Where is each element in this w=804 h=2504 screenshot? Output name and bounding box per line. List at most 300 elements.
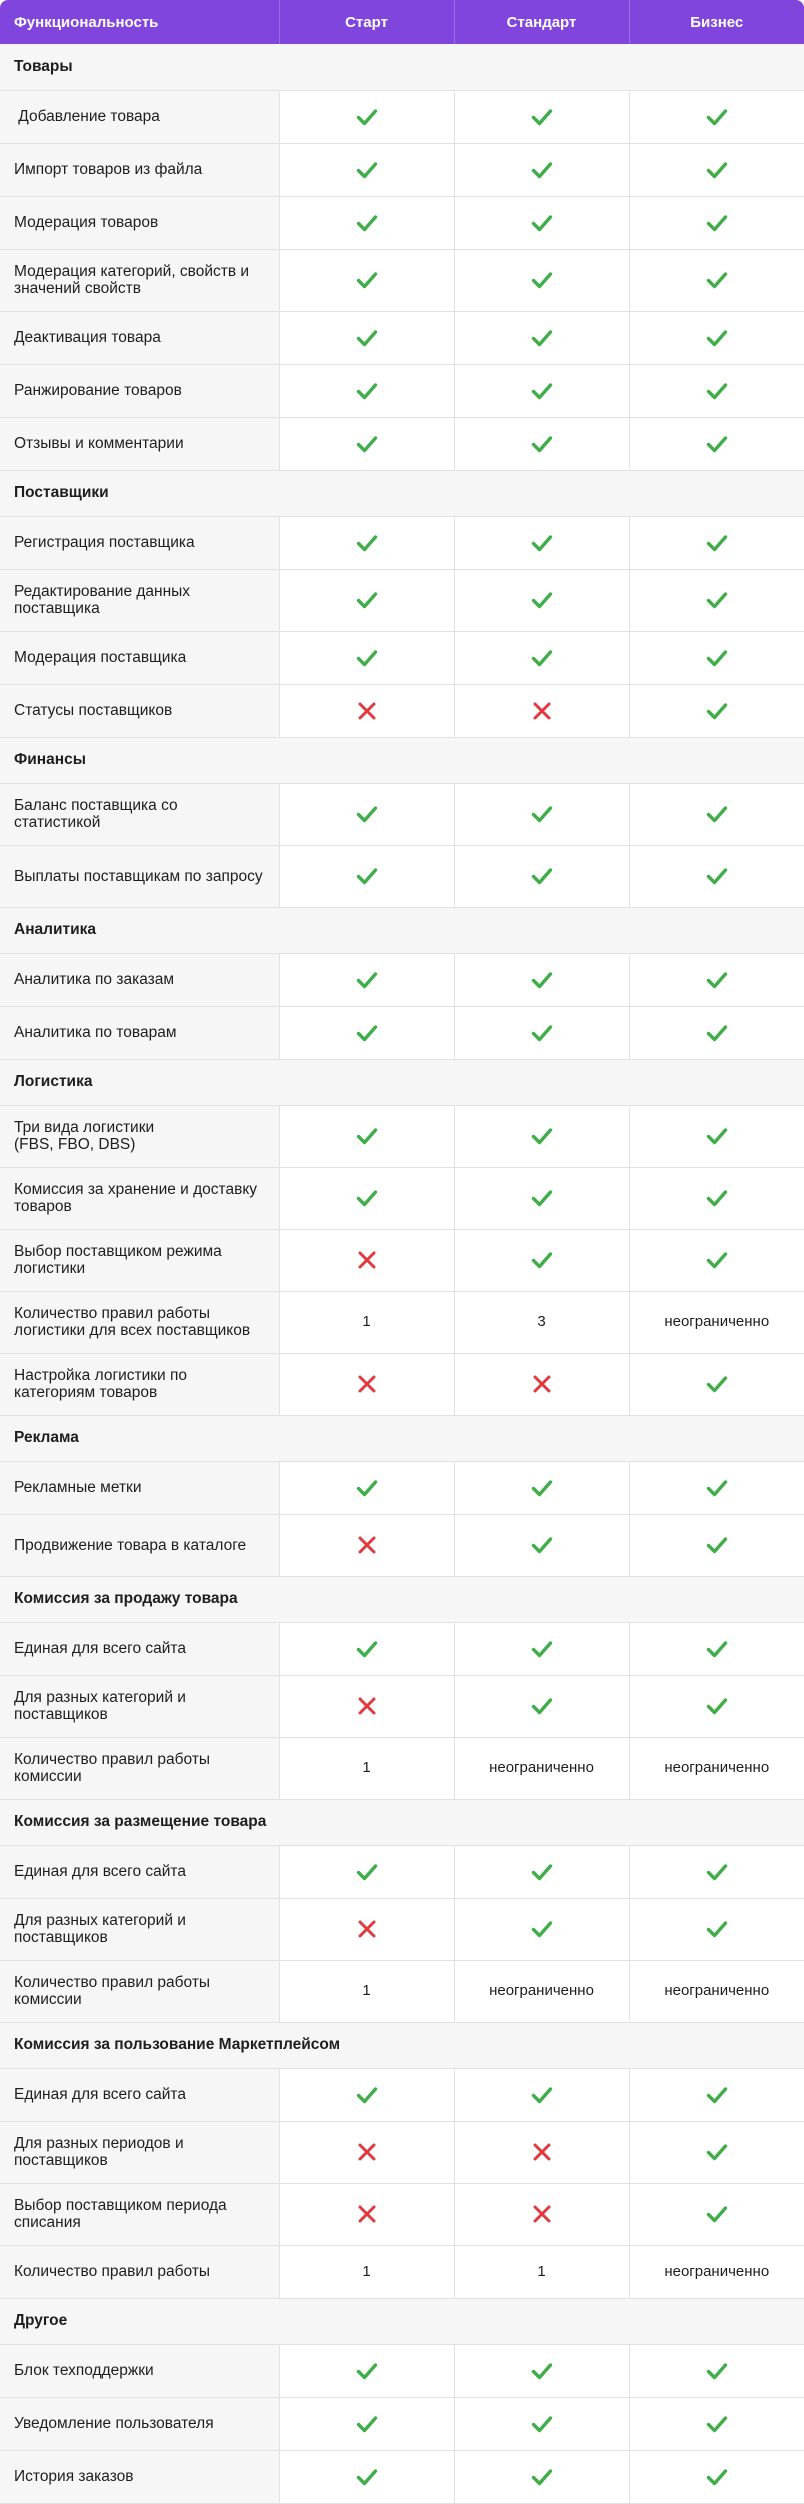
feature-label: Редактирование данных поставщика [0,569,279,631]
plan-standard-cell [454,845,629,907]
feature-label: Отзывы и комментарии [0,417,279,470]
check-icon [530,158,554,182]
section-header-row [0,44,804,90]
feature-label: Модерация поставщика [0,631,279,684]
table-row [0,1353,804,1415]
check-icon [705,105,729,129]
plan-business-cell [629,1353,804,1415]
table-row [0,196,804,249]
plan-business-cell [629,1960,804,2022]
table-row [0,1675,804,1737]
check-icon [355,588,379,612]
check-icon [530,1917,554,1941]
plan-start-cell [279,1353,454,1415]
plan-business-cell [629,1167,804,1229]
plan-start-cell [279,364,454,417]
check-icon [705,1860,729,1884]
plan-standard-cell [454,2068,629,2121]
table-row [0,1006,804,1059]
feature-label: Количество правил работы комиссии [0,1737,279,1799]
table-row [0,1622,804,1675]
table-row [0,90,804,143]
plan-standard-cell [454,631,629,684]
section-header-row [0,2298,804,2344]
check-icon [530,2359,554,2383]
plan-start-cell [279,1229,454,1291]
table-row [0,1167,804,1229]
header-plan-business: Бизнес [690,13,744,31]
table-row [0,569,804,631]
plan-business-cell [629,1675,804,1737]
plan-value: неограниченно [664,2262,770,2280]
plan-business-cell [629,783,804,845]
plan-business-cell [629,845,804,907]
check-icon [705,1124,729,1148]
plan-standard-cell [454,2397,629,2450]
plan-standard-cell [454,364,629,417]
plan-standard-cell [454,1845,629,1898]
plan-start-cell [279,1845,454,1898]
cross-icon [530,699,554,723]
check-icon [355,1637,379,1661]
plan-standard-cell [454,1105,629,1167]
plan-business-cell [629,2397,804,2450]
check-icon [355,864,379,888]
section-title: Товары [0,44,804,90]
check-icon [530,531,554,555]
check-icon [705,2083,729,2107]
plan-business-cell [629,417,804,470]
feature-label: Количество правил работы комиссии [0,1960,279,2022]
check-icon [355,326,379,350]
plan-start-cell [279,1291,454,1353]
plan-standard-cell [454,1622,629,1675]
check-icon [530,2465,554,2489]
table-row [0,1898,804,1960]
table-row [0,2121,804,2183]
plan-business-cell [629,143,804,196]
plan-standard-cell [454,196,629,249]
check-icon [355,105,379,129]
feature-label: История заказов [0,2450,279,2503]
plan-standard-cell [454,311,629,364]
check-icon [355,1021,379,1045]
check-icon [705,2412,729,2436]
cross-icon [530,2140,554,2164]
check-icon [530,646,554,670]
check-icon [530,432,554,456]
table-row [0,417,804,470]
table-row [0,2068,804,2121]
feature-label: Для разных категорий и поставщиков [0,1898,279,1960]
check-icon [705,588,729,612]
plan-standard-cell [454,1006,629,1059]
plan-start-cell [279,2183,454,2245]
plan-standard-cell [454,1960,629,2022]
plan-start-cell [279,143,454,196]
check-icon [355,968,379,992]
table-row [0,143,804,196]
plan-business-cell [629,2245,804,2298]
plan-business-cell [629,516,804,569]
feature-label: Продвижение товара в каталоге [0,1514,279,1576]
check-icon [705,1372,729,1396]
check-icon [705,802,729,826]
cross-icon [355,1248,379,1272]
feature-label: Ранжирование товаров [0,364,279,417]
plan-value: неограниченно [664,1982,770,1999]
section-title: Комиссия за размещение товара [0,1799,804,1845]
check-icon [355,2412,379,2436]
plan-standard-cell [454,1229,629,1291]
cross-icon [355,1372,379,1396]
plan-business-cell [629,1737,804,1799]
table-row [0,1105,804,1167]
check-icon [705,211,729,235]
plan-start-cell [279,1167,454,1229]
section-header-row [0,907,804,953]
section-title: Аналитика [0,907,804,953]
plan-start-cell [279,1960,454,2022]
check-icon [705,646,729,670]
check-icon [705,1917,729,1941]
check-icon [705,2359,729,2383]
feature-label: Количество правил работы [0,2245,279,2298]
plan-standard-cell [454,516,629,569]
section-header-row [0,1799,804,1845]
check-icon [530,1476,554,1500]
check-icon [705,864,729,888]
feature-label: Для разных периодов и поставщиков [0,2121,279,2183]
section-title: Комиссия за пользование Маркетплейсом [0,2022,804,2068]
check-icon [705,968,729,992]
check-icon [530,588,554,612]
table-row [0,311,804,364]
section-header-row [0,737,804,783]
plan-value: 3 [537,1313,546,1330]
check-icon [355,531,379,555]
plan-start-cell [279,90,454,143]
check-icon [705,2465,729,2489]
cross-icon [355,2140,379,2164]
feature-label: Регистрация поставщика [0,516,279,569]
check-icon [530,1248,554,1272]
cross-icon [530,1372,554,1396]
check-icon [355,802,379,826]
plan-standard-cell [454,2121,629,2183]
section-title: Финансы [0,737,804,783]
feature-label: Единая для всего сайта [0,2068,279,2121]
section-title: Другое [0,2298,804,2344]
table-row [0,2344,804,2397]
cross-icon [355,1917,379,1941]
table-row [0,249,804,311]
feature-label: Выбор поставщиком периода списания [0,2183,279,2245]
plan-standard-cell [454,684,629,737]
plan-standard-cell [454,417,629,470]
check-icon [530,379,554,403]
section-header-row [0,2022,804,2068]
plan-standard-cell [454,1737,629,1799]
table-row [0,2183,804,2245]
header-plan-standard: Стандарт [454,0,629,44]
plan-business-cell [629,2068,804,2121]
table-row [0,1845,804,1898]
check-icon [355,1186,379,1210]
feature-label: Три вида логистики (FBS, FBO, DBS) [0,1105,279,1167]
table-row [0,2245,804,2298]
plan-standard-cell [454,143,629,196]
plan-business-cell [629,2450,804,2503]
plan-standard-cell [454,1898,629,1960]
plan-business-cell [629,1514,804,1576]
plan-business-cell [629,364,804,417]
check-icon [705,1694,729,1718]
plan-value: 1 [362,1759,371,1776]
section-title: Поставщики [0,470,804,516]
table-row [0,1960,804,2022]
section-header-row [0,1415,804,1461]
check-icon [355,1860,379,1884]
plan-standard-cell [454,1291,629,1353]
plan-start-cell [279,569,454,631]
plan-value: неограниченно [664,1759,770,1776]
check-icon [530,1124,554,1148]
plan-start-cell [279,2450,454,2503]
plan-business-cell [629,953,804,1006]
check-icon [355,268,379,292]
feature-label: Единая для всего сайта [0,1845,279,1898]
feature-label: Рекламные метки [0,1461,279,1514]
plan-standard-cell [454,2183,629,2245]
plan-business-cell [629,249,804,311]
check-icon [355,2465,379,2489]
check-icon [355,1124,379,1148]
feature-label: Деактивация товара [0,311,279,364]
section-header-row [0,1576,804,1622]
plan-start-cell [279,2068,454,2121]
table-row [0,2397,804,2450]
plan-standard-cell [454,1514,629,1576]
feature-label: Аналитика по заказам [0,953,279,1006]
plan-value: 1 [362,1313,371,1330]
check-icon [530,864,554,888]
section-title: Реклама [0,1415,804,1461]
plan-start-cell [279,1675,454,1737]
plan-start-cell [279,1514,454,1576]
check-icon [355,432,379,456]
cross-icon [530,2202,554,2226]
check-icon [705,2202,729,2226]
plan-start-cell [279,1006,454,1059]
check-icon [355,211,379,235]
feature-label: Аналитика по товарам [0,1006,279,1059]
check-icon [355,2083,379,2107]
check-icon [355,158,379,182]
plan-standard-cell [454,249,629,311]
table-row [0,783,804,845]
check-icon [355,2359,379,2383]
check-icon [705,1021,729,1045]
check-icon [705,1186,729,1210]
table-row [0,845,804,907]
plan-start-cell [279,516,454,569]
plan-start-cell [279,311,454,364]
plan-business-cell [629,90,804,143]
check-icon [530,326,554,350]
header-feature: Функциональность [0,0,279,44]
plan-value: 1 [362,2262,371,2280]
plan-start-cell [279,2121,454,2183]
feature-label: Выбор поставщиком режима логистики [0,1229,279,1291]
plan-standard-cell [454,1353,629,1415]
plan-business-cell [629,1461,804,1514]
check-icon [530,802,554,826]
plan-business-cell [629,1006,804,1059]
table-row [0,1514,804,1576]
feature-label: Блок техподдержки [0,2344,279,2397]
check-icon [705,158,729,182]
table-row [0,516,804,569]
check-icon [705,268,729,292]
plan-value: 1 [537,2262,546,2280]
plan-standard-cell [454,953,629,1006]
plan-value: 1 [362,1982,371,1999]
check-icon [705,326,729,350]
plan-standard-cell [454,90,629,143]
feature-label: Баланс поставщика со статистикой [0,783,279,845]
table-row [0,684,804,737]
plan-business-cell [629,569,804,631]
table-row [0,1737,804,1799]
plan-business-cell [629,1291,804,1353]
check-icon [530,1860,554,1884]
section-header-row [0,470,804,516]
plan-business-cell [629,2183,804,2245]
feature-label: Количество правил работы логистики для всех поставщиков [0,1291,279,1353]
plan-value: неограниченно [664,1313,770,1330]
plan-business-cell [629,1229,804,1291]
plan-start-cell [279,2344,454,2397]
check-icon [530,268,554,292]
check-icon [705,699,729,723]
feature-label: Выплаты поставщикам по запросу [0,845,279,907]
plan-start-cell [279,1898,454,1960]
check-icon [705,2140,729,2164]
plan-start-cell [279,1461,454,1514]
section-header-row [0,1059,804,1105]
section-title: Комиссия за продажу товара [0,1576,804,1622]
table-row [0,953,804,1006]
plan-business-cell [629,311,804,364]
plan-standard-cell [454,1167,629,1229]
table-row [0,2450,804,2503]
table-body [0,44,804,2503]
plan-value: неограниченно [489,1759,594,1776]
check-icon [530,1637,554,1661]
plan-start-cell [279,1105,454,1167]
plan-business-cell [629,1105,804,1167]
check-icon [705,432,729,456]
plan-start-cell [279,2245,454,2298]
check-icon [705,1533,729,1557]
plan-start-cell [279,783,454,845]
plan-standard-cell [454,2344,629,2397]
table-row [0,1291,804,1353]
check-icon [530,1694,554,1718]
feature-label: Модерация товаров [0,196,279,249]
check-icon [530,105,554,129]
check-icon [705,1637,729,1661]
plan-start-cell [279,684,454,737]
plan-standard-cell [454,783,629,845]
plan-start-cell [279,953,454,1006]
cross-icon [355,1533,379,1557]
feature-label: Импорт товаров из файла [0,143,279,196]
check-icon [530,968,554,992]
plan-business-cell [629,631,804,684]
table-header-row [0,0,804,44]
plan-business-cell [629,2121,804,2183]
table-row [0,1461,804,1514]
cross-icon [355,1694,379,1718]
plan-business-cell [629,1845,804,1898]
section-title: Логистика [0,1059,804,1105]
check-icon [355,379,379,403]
feature-label: Добавление товара [0,90,279,143]
plan-standard-cell [454,2245,629,2298]
check-icon [530,1021,554,1045]
plan-start-cell [279,2397,454,2450]
table-row [0,631,804,684]
plan-start-cell [279,249,454,311]
check-icon [530,1533,554,1557]
plan-start-cell [279,196,454,249]
table-row [0,364,804,417]
check-icon [530,2083,554,2107]
check-icon [530,211,554,235]
feature-label: Для разных категорий и поставщиков [0,1675,279,1737]
plan-start-cell [279,631,454,684]
check-icon [705,1248,729,1272]
plan-business-cell [629,2344,804,2397]
cross-icon [355,2202,379,2226]
plan-business-cell [629,196,804,249]
plan-start-cell [279,1737,454,1799]
feature-label: Единая для всего сайта [0,1622,279,1675]
feature-label: Модерация категорий, свойств и значений свойств [0,249,279,311]
feature-label: Настройка логистики по категориям товаров [0,1353,279,1415]
cross-icon [355,699,379,723]
check-icon [355,1476,379,1500]
plan-standard-cell [454,1675,629,1737]
header-plan-start: Старт [279,0,454,44]
feature-label: Уведомление пользователя [0,2397,279,2450]
feature-label: Статусы поставщиков [0,684,279,737]
check-icon [355,646,379,670]
check-icon [705,531,729,555]
plan-business-cell [629,1898,804,1960]
plan-standard-cell [454,1461,629,1514]
plan-start-cell [279,417,454,470]
plan-standard-cell [454,569,629,631]
plan-business-cell [629,684,804,737]
plan-value: неограниченно [489,1982,594,1999]
table-row [0,1229,804,1291]
check-icon [705,1476,729,1500]
plan-start-cell [279,845,454,907]
plan-start-cell [279,1622,454,1675]
